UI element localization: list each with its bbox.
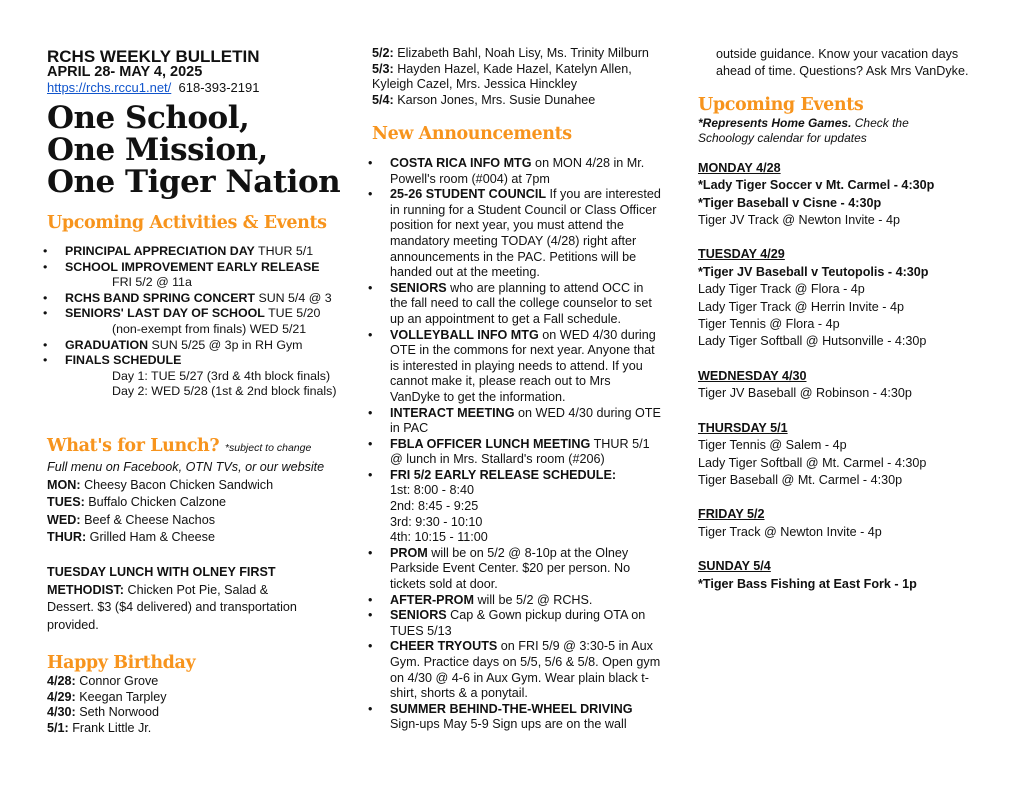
bullet-icon: • (43, 290, 48, 305)
item-title: PROM (390, 545, 428, 560)
item-title: SCHOOL IMPROVEMENT EARLY RELEASE (65, 259, 320, 274)
event-day-heading: TUESDAY 4/29 (698, 247, 785, 262)
menu-item: Cheesy Bacon Chicken Sandwich (80, 477, 274, 492)
event-item: Tiger Baseball @ Mt. Carmel - 4:30p (698, 472, 903, 487)
event-day-heading: FRIDAY 5/2 (698, 507, 765, 522)
bullet-icon: • (43, 353, 48, 368)
bullet-icon: • (368, 156, 373, 170)
birthday-heading: Happy Birthday (47, 653, 196, 673)
birthday-entry (372, 46, 662, 62)
item-text: SUN 5/4 @ 3 (255, 290, 332, 305)
item-title: SENIORS (390, 608, 447, 623)
event-day-group (698, 160, 988, 230)
bullet-icon: • (43, 244, 48, 258)
event-day-group (698, 506, 988, 541)
list-item (368, 701, 662, 733)
bullet-icon: • (368, 327, 373, 342)
column-left (43, 47, 362, 735)
motto-line: One School, (47, 100, 250, 136)
bullet-icon: • (368, 639, 373, 654)
item-title: AFTER-PROM (390, 592, 474, 607)
list-item (368, 187, 662, 281)
lunch-section (47, 435, 367, 634)
list-item (43, 353, 362, 400)
bullet-icon: • (368, 467, 373, 482)
list-item (368, 156, 662, 187)
list-item (43, 290, 362, 307)
list-item (368, 405, 662, 437)
bullet-icon: • (368, 280, 373, 295)
item-text: TUE 5/20 (264, 306, 321, 321)
lunch-day (47, 512, 367, 530)
list-item (368, 327, 662, 406)
menu-item: Buffalo Chicken Calzone (84, 495, 226, 510)
item-text: will be 5/2 @ RCHS. (473, 592, 593, 607)
motto-line: One Mission, (47, 132, 268, 168)
special-lunch: TUESDAY LUNCH WITH OLNEY FIRST METHODIST: Chicken Pot Pie, Salad & Dessert. $3 ($4 delivered) and transportation provided. (47, 564, 297, 632)
birthday-date: 5/4: (372, 92, 394, 107)
item-subline: Day 1: TUE 5/27 (3rd & 4th block finals) (112, 368, 331, 383)
activities-heading: Upcoming Activities & Events (47, 213, 327, 233)
item-text: If you are interested in running for a Student Council or Class Officer position for next year, you must attend the mandatory meeting TODAY (4/28) right after announcements in the PAC. Petitions will be handed out at the meeting. (390, 187, 661, 280)
list-item (368, 639, 662, 701)
item-text: on FRI 5/9 @ 3:30-5 in Aux Gym. Practice days on 5/5, 5/6 & 5/8. Open gym on 4/30 @ 4-6 in Aux Gym. Wear plain black t-shirt, shorts & a ponytail. (390, 639, 661, 701)
item-text: Cap & Gown pickup during OTA on TUES 5/13 (390, 608, 646, 638)
bullet-icon: • (368, 405, 373, 420)
birthday-entry (372, 93, 662, 109)
lunch-note: *subject to change (224, 442, 312, 454)
column-right (698, 46, 988, 610)
lunch-day (47, 529, 367, 547)
birthday-names: Karson Jones, Mrs. Susie Dunahee (393, 92, 596, 107)
bullet-icon: • (368, 545, 373, 560)
event-day-heading: THURSDAY 5/1 (698, 420, 788, 435)
item-title: SENIORS (390, 280, 447, 295)
birthday-names: Elizabeth Bahl, Noah Lisy, Ms. Trinity Milburn (393, 46, 649, 60)
event-day-group (698, 368, 988, 403)
birthday-section (47, 652, 367, 736)
bulletin-dates: APRIL 28- MAY 4, 2025 (47, 64, 203, 80)
events-note: *Represents Home Games. Check the Schoology calendar for updates (698, 115, 909, 145)
event-item: *Tiger Baseball v Cisne - 4:30p (698, 195, 882, 210)
motto-line: One Tiger Nation (47, 164, 341, 200)
list-item (368, 545, 662, 593)
list-item (43, 244, 362, 260)
lunch-day (47, 494, 367, 512)
event-item: *Tiger Bass Fishing at East Fork - 1p (698, 576, 917, 591)
item-text: SUN 5/25 @ 3p in RH Gym (148, 337, 303, 352)
announcement-continued: outside guidance. Know your vacation days ahead of time. Questions? Ask Mrs VanDyke. (716, 47, 969, 79)
item-subline: 3rd: 9:30 - 10:10 (390, 514, 483, 529)
event-day-heading: WEDNESDAY 4/30 (698, 368, 807, 383)
birthday-names: Connor Grove (75, 674, 159, 688)
phone-number: 618-393-2191 (178, 80, 260, 95)
day-label: THUR: (47, 530, 87, 545)
item-text: on WED 4/30 during OTE in PAC (390, 405, 661, 436)
bullet-icon: • (43, 306, 48, 321)
column-middle (368, 46, 662, 733)
event-day-heading: SUNDAY 5/4 (698, 559, 771, 574)
bullet-icon: • (43, 337, 48, 352)
bullet-icon: • (368, 608, 373, 623)
item-subline: Sign-ups May 5-9 Sign ups are on the wall (390, 717, 627, 732)
bullet-icon: • (368, 187, 373, 202)
bullet-icon: • (368, 592, 373, 607)
item-text: THUR 5/1 (254, 244, 314, 258)
birthday-entry (47, 674, 367, 690)
birthday-names: Keegan Tarpley (75, 689, 167, 704)
website-link[interactable]: https://rchs.rccu1.net/ (47, 80, 172, 95)
event-item: *Tiger JV Baseball v Teutopolis - 4:30p (698, 264, 929, 279)
event-item: Lady Tiger Track @ Flora - 4p (698, 282, 865, 297)
announcements-heading: New Announcements (372, 124, 572, 144)
birthday-date: 4/29: (47, 689, 76, 704)
birthday-names: Hayden Hazel, Kade Hazel, Katelyn Allen, Kyleigh Cazel, Mrs. Jessica Hinckley (372, 61, 632, 91)
events-heading: Upcoming Events (698, 94, 864, 115)
list-item (368, 436, 662, 468)
event-item: Tiger JV Baseball @ Robinson - 4:30p (698, 386, 912, 401)
item-title: PRINCIPAL APPRECIATION DAY (65, 244, 255, 258)
day-label: TUES: (47, 495, 85, 510)
birthday-entry (372, 62, 662, 93)
item-title: SUMMER BEHIND-THE-WHEEL DRIVING (390, 701, 633, 716)
item-title: SENIORS' LAST DAY OF SCHOOL (65, 306, 265, 321)
item-title: 25-26 STUDENT COUNCIL (390, 187, 547, 202)
list-item (43, 337, 362, 354)
item-title: GRADUATION (65, 337, 149, 352)
activities-list (43, 244, 362, 400)
event-item: Tiger Tennis @ Flora - 4p (698, 317, 840, 332)
list-item (43, 259, 362, 291)
birthday-date: 5/3: (372, 61, 394, 76)
birthday-names: Frank Little Jr. (68, 720, 152, 735)
event-item: Lady Tiger Softball @ Hutsonville - 4:30p (698, 334, 927, 349)
item-text: on WED 4/30 during OTE in the commons for next year. Anyone that is interested in playing needs to attend. If you cannot make it, please reach out to Mrs VanDyke to get the information. (390, 327, 656, 404)
day-label: MON: (47, 477, 81, 492)
item-title: VOLLEYBALL INFO MTG (390, 327, 539, 342)
item-title: FINALS SCHEDULE (65, 353, 182, 368)
event-item: Lady Tiger Track @ Herrin Invite - 4p (698, 299, 904, 314)
list-item (368, 592, 662, 609)
menu-note: Full menu on Facebook, OTN TVs, or our website (47, 460, 325, 474)
item-subline: 1st: 8:00 - 8:40 (390, 483, 475, 498)
item-title: COSTA RICA INFO MTG (390, 156, 532, 170)
item-subline: 2nd: 8:45 - 9:25 (390, 499, 479, 514)
list-item (368, 467, 662, 546)
bullet-icon: • (43, 259, 48, 274)
event-item: Tiger Track @ Newton Invite - 4p (698, 524, 882, 539)
event-item: Tiger Tennis @ Salem - 4p (698, 438, 847, 453)
bullet-icon: • (368, 701, 373, 716)
motto (47, 102, 362, 198)
event-day-group (698, 420, 988, 490)
announcements-list (368, 156, 662, 733)
birthday-entry (47, 721, 367, 737)
item-title: FRI 5/2 EARLY RELEASE SCHEDULE: (390, 467, 617, 482)
item-subline: (non-exempt from finals) WED 5/21 (112, 321, 307, 336)
event-item: *Lady Tiger Soccer v Mt. Carmel - 4:30p (698, 178, 935, 193)
item-text: who are planning to attend OCC in the fall need to call the college counselor to set up an appointment to get a Fall schedule. (390, 280, 652, 326)
birthday-names: Seth Norwood (75, 705, 160, 719)
menu-item: Grilled Ham & Cheese (86, 530, 215, 545)
menu-item: Beef & Cheese Nachos (80, 512, 215, 527)
day-label: WED: (47, 512, 81, 527)
item-text: THUR 5/1 @ lunch in Mrs. Stallard's room (#206) (390, 436, 650, 467)
list-item (368, 280, 662, 328)
event-item: Tiger JV Track @ Newton Invite - 4p (698, 213, 900, 228)
lunch-heading: What's for Lunch? (47, 436, 220, 456)
item-subline: 4th: 10:15 - 11:00 (390, 530, 488, 545)
item-title: FBLA OFFICER LUNCH MEETING (390, 436, 591, 451)
list-item (43, 306, 362, 337)
birthday-entry (47, 690, 367, 706)
event-day-heading: MONDAY 4/28 (698, 160, 781, 175)
event-item: Lady Tiger Softball @ Mt. Carmel - 4:30p (698, 455, 927, 470)
item-title: RCHS BAND SPRING CONCERT (65, 290, 255, 305)
birthday-date: 5/1: (47, 720, 69, 735)
lunch-day (47, 477, 367, 495)
item-subline: Day 2: WED 5/28 (1st & 2nd block finals) (112, 384, 337, 399)
list-item (368, 608, 662, 639)
birthday-date: 5/2: (372, 46, 394, 60)
birthday-date: 4/28: (47, 674, 76, 688)
item-title: INTERACT MEETING (390, 405, 515, 420)
item-text: on MON 4/28 in Mr. Powell's room (#004) at 7pm (390, 156, 645, 186)
birthday-date: 4/30: (47, 705, 76, 719)
event-day-group (698, 246, 988, 350)
birthday-entry (47, 705, 367, 721)
bullet-icon: • (368, 436, 373, 451)
item-title: CHEER TRYOUTS (390, 639, 498, 654)
item-subline: FRI 5/2 @ 11a (112, 275, 192, 290)
item-text: will be on 5/2 @ 8-10p at the Olney Parkside Event Center. $20 per person. No tickets sold at door. (390, 545, 631, 592)
bulletin-title: RCHS WEEKLY BULLETIN (47, 47, 260, 66)
event-day-group (698, 558, 988, 593)
